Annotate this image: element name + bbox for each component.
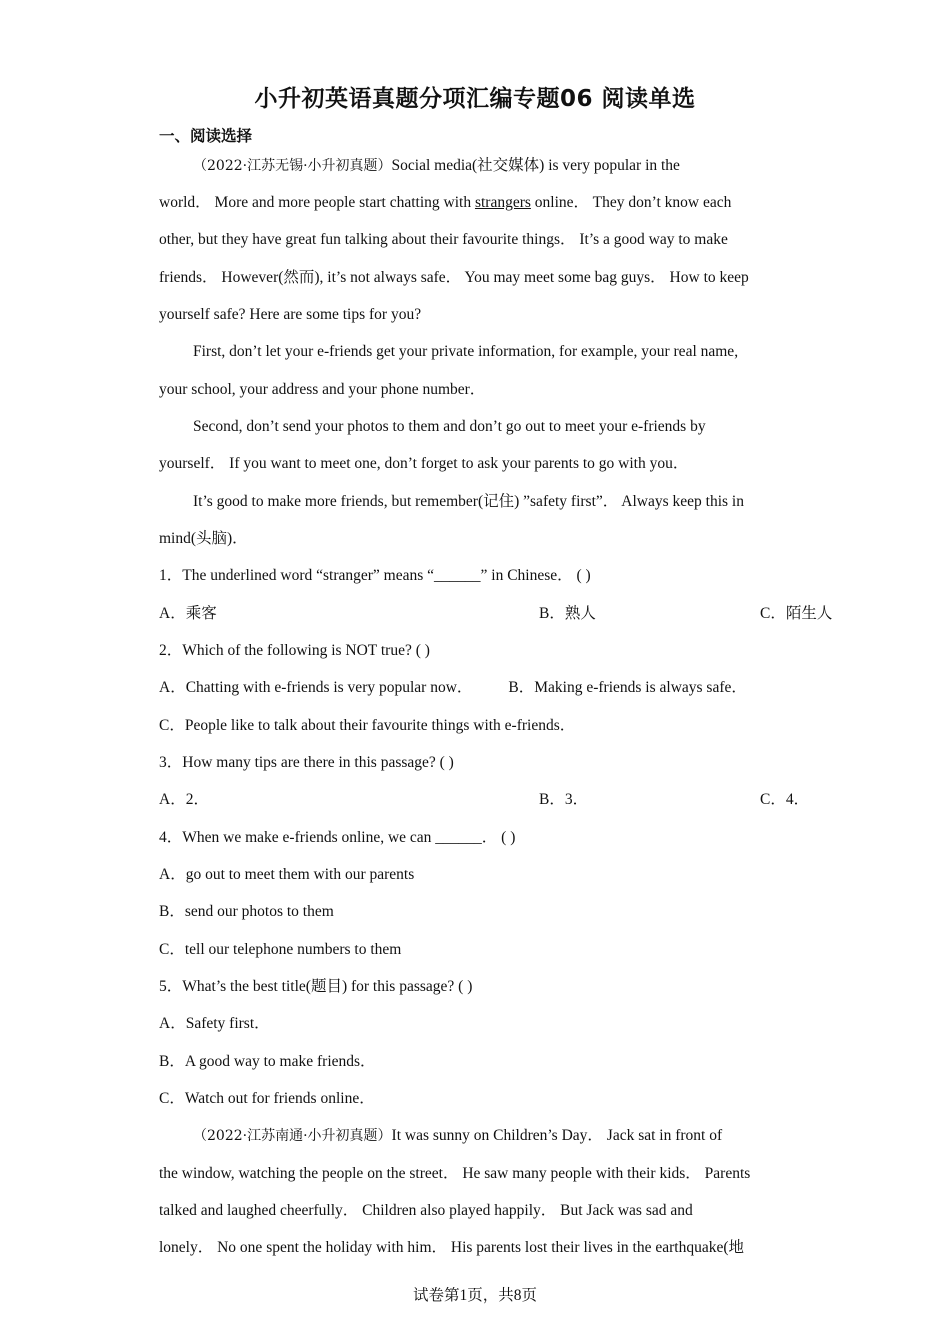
question-2-stem: 2．Which of the following is NOT true? ( ) [159,642,430,659]
question-1-options [159,604,833,624]
passage2-text: It was sunny on Children’s Day． Jack sat in front of [391,1127,723,1144]
passage1-line-2: world． More and more people start chatting with strangers online． They don’t know each [159,194,732,211]
passage1-paragraph-4-line-2: mind(头脑)． [159,530,248,547]
option-b: B．熟人 [539,605,596,622]
document-title: 小升初英语真题分项汇编专题06 阅读单选 [254,86,696,112]
option-a: A．乘客 [159,605,217,622]
passage1-line-5: yourself safe? Here are some tips for you? [159,306,422,323]
passage1-line-3: other, but they have great fun talking about their favourite things． It’s a good way to make [159,231,728,248]
question-5-stem: 5．What’s the best title(题目) for this passage? ( ) [159,978,473,995]
passage1-paragraph-3-line-2: yourself． If you want to meet one, don’t forget to ask your parents to go with you． [159,455,689,472]
question-4-option-a: A．go out to meet them with our parents [159,866,415,883]
passage2-line-2: the window, watching the people on the street． He saw many people with their kids． Parents [159,1165,751,1182]
option-c: C．4． [760,791,810,808]
question-2-options-row-1 [159,678,799,698]
question-4-option-b: B．send our photos to them [159,903,334,920]
passage1-line-1 [193,156,833,176]
passage1-line-4: friends． However(然而), it’s not always safe． You may meet some bag guys． How to keep [159,269,749,286]
passage1-paragraph-3-line-1: Second, don’t send your photos to them and don’t go out to meet your e-friends by [193,418,706,435]
option-a: A．Chatting with e-friends is very popular now． [159,679,473,696]
question-4-option-c: C．tell our telephone numbers to them [159,941,402,958]
question-5-option-c: C．Watch out for friends online． [159,1090,375,1107]
question-4-stem: 4．When we make e-friends online, we can ______． ( ) [159,829,516,846]
underlined-word: strangers [474,194,531,211]
option-b: B．3． [539,791,589,808]
passage1-paragraph-4-line-1: It’s good to make more friends, but remember(记住) ”safety first”． Always keep this in [193,493,744,510]
passage2-source: （2022·江苏南通·小升初真题） [193,1128,392,1144]
question-3-stem: 3．How many tips are there in this passage? ( ) [159,754,454,771]
question-1-stem: 1．The underlined word “stranger” means “______” in Chinese． ( ) [159,567,591,584]
option-b: B．Making e-friends is always safe． [508,679,747,696]
passage1-source: （2022·江苏无锡·小升初真题） [193,158,392,174]
passage2-line-1 [193,1126,833,1146]
option-c: C．People like to talk about their favourite things with e-friends． [159,717,576,734]
question-5-option-a: A．Safety first． [159,1015,270,1032]
passage1-paragraph-2-line-2: your school, your address and your phone number． [159,381,486,398]
passage1-paragraph-2-line-1: First, don’t let your e-friends get your private information, for example, your real name, [193,343,739,360]
question-5-option-b: B．A good way to make friends． [159,1053,376,1070]
passage2-line-3: talked and laughed cheerfully． Children also played happily． But Jack was sad and [159,1202,693,1219]
page-footer: 试卷第1页，共8页 [412,1287,537,1304]
option-c: C．陌生人 [760,605,833,622]
passage2-line-4: lonely． No one spent the holiday with him． His parents lost their lives in the earthquake(地 [159,1239,745,1256]
passage1-text: Social media(社交媒体) is very popular in the [391,157,680,174]
option-a: A．2． [159,791,209,808]
section-heading: 一、阅读选择 [159,127,253,145]
question-3-options [159,790,810,810]
